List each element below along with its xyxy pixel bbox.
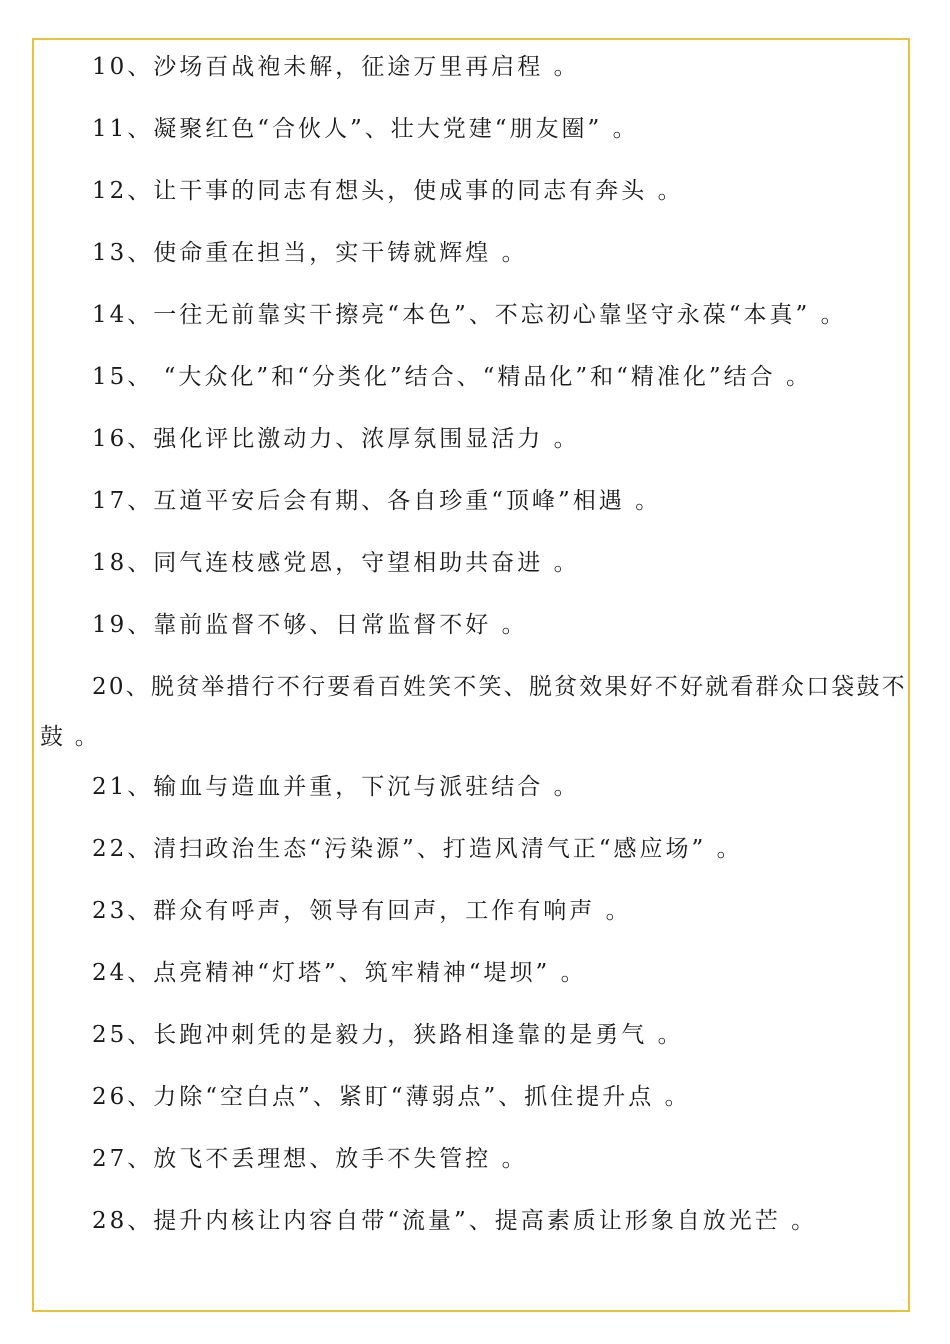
- document-body: [40, 48, 908, 1264]
- list-item: 16、强化评比激动力、浓厚氛围显活力 。: [92, 426, 580, 452]
- list-item: 18、同气连枝感党恩，守望相助共奋进 。: [92, 550, 580, 576]
- list-item: 19、靠前监督不够、日常监督不好 。: [92, 612, 528, 638]
- list-item: 10、沙场百战袍未解，征途万里再启程 。: [92, 54, 580, 80]
- list-item: 13、使命重在担当，实干铸就辉煌 。: [92, 240, 528, 266]
- list-item: 14、一往无前靠实干擦亮“本色”、不忘初心靠坚守永葆“本真” 。: [92, 302, 847, 328]
- list-item: 26、力除“空白点”、紧盯“薄弱点”、抓住提升点 。: [92, 1084, 691, 1110]
- list-item: 23、群众有呼声，领导有回声，工作有响声 。: [92, 898, 632, 924]
- list-item: 17、互道平安后会有期、各自珍重“顶峰”相遇 。: [92, 488, 662, 514]
- list-item: 28、提升内核让内容自带“流量”、提高素质让形象自放光芒 。: [92, 1208, 818, 1234]
- list-item: 12、让干事的同志有想头，使成事的同志有奔头 。: [92, 178, 684, 204]
- list-item: 22、清扫政治生态“污染源”、打造风清气正“感应场” 。: [92, 836, 743, 862]
- list-item: 11、凝聚红色“合伙人”、壮大党建“朋友圈” 。: [92, 116, 639, 142]
- list-item: 25、长跑冲刺凭的是毅力，狭路相逢靠的是勇气 。: [92, 1022, 684, 1048]
- list-item: 20、脱贫举措行不行要看百姓笑不笑、脱贫效果好不好就看群众口袋鼓不鼓 。: [40, 674, 907, 750]
- list-item: 27、放飞不丢理想、放手不失管控 。: [92, 1146, 528, 1172]
- list-item: 21、输血与造血并重，下沉与派驻结合 。: [92, 774, 580, 800]
- list-item: 15、 “大众化”和“分类化”结合、“精品化”和“精准化”结合 。: [92, 364, 812, 390]
- list-item: 24、点亮精神“灯塔”、筑牢精神“堤坝” 。: [92, 960, 587, 986]
